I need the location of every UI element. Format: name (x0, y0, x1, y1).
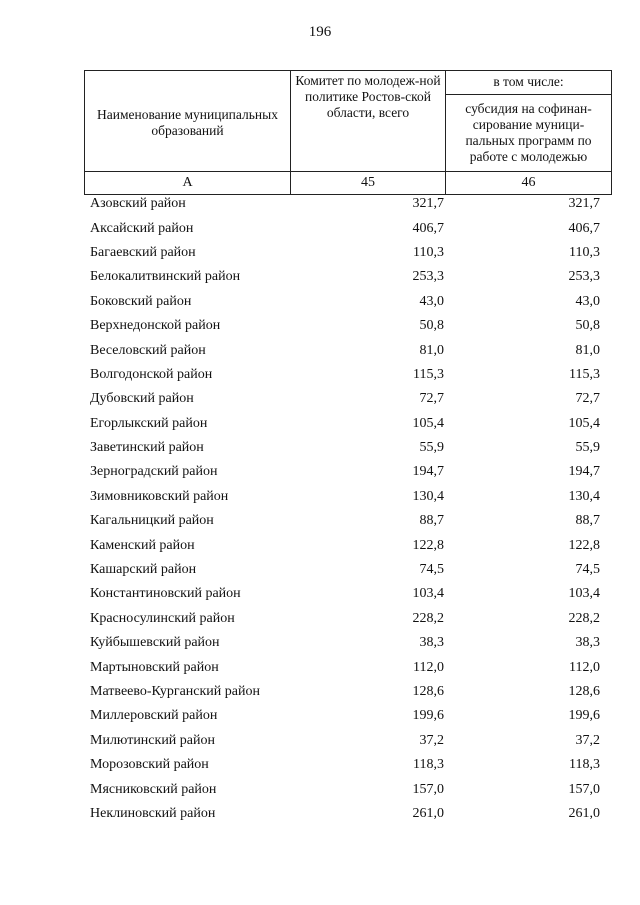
committee-total-cell: 128,6 (412, 684, 444, 699)
municipality-name-cell: Каменский район (90, 537, 195, 553)
table-row (90, 485, 600, 509)
committee-total-cell: 103,4 (412, 586, 444, 602)
table-row (90, 412, 600, 436)
page-number: 196 (308, 24, 332, 40)
committee-total-cell: 199,6 (412, 708, 444, 724)
municipality-name-cell: Зимовниковский район (90, 488, 229, 504)
committee-total-cell: 321,7 (412, 196, 444, 212)
committee-total-cell: 118,3 (413, 757, 444, 773)
municipality-name-cell: Куйбышевский район (90, 635, 220, 651)
municipality-name-cell: Белокалитвинский район (90, 269, 241, 285)
table-row (90, 363, 600, 387)
municipality-name-cell: Дубовский район (90, 391, 194, 407)
table-header (84, 70, 612, 195)
subsidy-cell: 81,0 (575, 342, 600, 358)
table-row (90, 704, 600, 728)
subsidy-cell: 321,7 (568, 196, 600, 212)
committee-total-cell: 74,5 (419, 562, 444, 578)
municipality-name-cell: Кагальницкий район (90, 513, 214, 529)
municipality-name-cell: Матвеево-Курганский район (90, 684, 260, 699)
subsidy-cell: 406,7 (568, 220, 600, 236)
subsidy-cell: 128,6 (568, 684, 600, 699)
subsidy-cell: 122,8 (568, 537, 600, 553)
table-body (90, 192, 600, 826)
table-row (90, 582, 600, 606)
committee-total-cell: 81,0 (419, 342, 444, 358)
table-row (90, 314, 600, 338)
subsidy-cell: 228,2 (568, 610, 600, 626)
table-row (90, 387, 600, 411)
subsidy-cell: 38,3 (575, 635, 600, 651)
table-row (90, 192, 600, 216)
subsidy-cell: 88,7 (575, 513, 600, 529)
header-municipality-name: Наименование муниципальных образований (85, 71, 291, 172)
subsidy-cell: 55,9 (575, 440, 600, 456)
municipality-name-cell: Мартыновский район (90, 659, 219, 675)
committee-total-cell: 406,7 (412, 220, 444, 236)
municipality-name-cell: Азовский район (90, 196, 186, 212)
municipality-name-cell: Заветинский район (90, 440, 204, 456)
municipality-name-cell: Мясниковский район (90, 781, 217, 797)
committee-total-cell: 55,9 (419, 440, 444, 456)
header-code-subsidy: 46 (446, 172, 612, 195)
subsidy-cell: 110,3 (569, 244, 600, 260)
municipality-name-cell: Милютинский район (90, 732, 216, 748)
table-row (90, 631, 600, 655)
municipality-name-cell: Красносулинский район (90, 610, 235, 626)
municipality-name-cell: Боковский район (90, 293, 192, 309)
committee-total-cell: 115,3 (413, 366, 444, 382)
committee-total-cell: 110,3 (413, 244, 444, 260)
subsidy-cell: 103,4 (568, 586, 600, 602)
table-row (90, 753, 600, 777)
committee-total-cell: 112,0 (413, 659, 444, 675)
table-row (90, 607, 600, 631)
municipality-name-cell: Миллеровский район (90, 708, 218, 724)
subsidy-cell: 118,3 (569, 757, 600, 773)
subsidy-cell: 261,0 (568, 805, 600, 821)
subsidy-cell: 50,8 (575, 318, 600, 334)
committee-total-cell: 88,7 (419, 513, 444, 529)
table-row (90, 290, 600, 314)
table-row (90, 802, 600, 826)
committee-total-cell: 253,3 (412, 269, 444, 285)
subsidy-cell: 199,6 (568, 708, 600, 724)
municipality-name-cell: Морозовский район (90, 757, 209, 773)
header-subsidy: субсидия на софинан-сирование муници-пальных программ по работе с молодежью (446, 94, 612, 171)
table-row (90, 509, 600, 533)
subsidy-cell: 43,0 (575, 293, 600, 309)
committee-total-cell: 38,3 (419, 635, 444, 651)
table-row (90, 436, 600, 460)
table-row (90, 533, 600, 557)
committee-total-cell: 50,8 (419, 318, 444, 334)
municipality-name-cell: Багаевский район (90, 244, 196, 260)
committee-total-cell: 122,8 (412, 537, 444, 553)
committee-total-cell: 43,0 (419, 293, 444, 309)
subsidy-cell: 105,4 (568, 415, 600, 431)
subsidy-cell: 130,4 (568, 488, 600, 504)
table-row (90, 655, 600, 679)
header-code-total: 45 (291, 172, 446, 195)
table-row (90, 265, 600, 289)
table-row (90, 338, 600, 362)
table-row (90, 460, 600, 484)
committee-total-cell: 37,2 (419, 732, 444, 748)
table-row (90, 241, 600, 265)
header-including: в том числе: (446, 71, 612, 95)
municipality-name-cell: Зерноградский район (90, 464, 218, 480)
subsidy-cell: 157,0 (568, 781, 600, 797)
subsidy-cell: 112,0 (569, 659, 600, 675)
municipality-name-cell: Верхнедонской район (90, 318, 221, 334)
table-row (90, 558, 600, 582)
municipality-name-cell: Егорлыкский район (90, 415, 208, 431)
table-row (90, 777, 600, 801)
subsidy-cell: 253,3 (568, 269, 600, 285)
committee-total-cell: 261,0 (412, 805, 444, 821)
header-committee-total: Комитет по молодеж-ной политике Ростов-ской области, всего (291, 71, 446, 172)
committee-total-cell: 194,7 (412, 464, 444, 480)
subsidy-cell: 37,2 (575, 732, 600, 748)
committee-total-cell: 105,4 (412, 415, 444, 431)
committee-total-cell: 130,4 (412, 488, 444, 504)
municipality-name-cell: Аксайский район (90, 220, 194, 236)
table-row (90, 729, 600, 753)
municipality-name-cell: Веселовский район (90, 342, 206, 358)
committee-total-cell: 157,0 (412, 781, 444, 797)
committee-total-cell: 72,7 (419, 391, 444, 407)
committee-total-cell: 228,2 (412, 610, 444, 626)
header-code-name: А (85, 172, 291, 195)
municipality-name-cell: Неклиновский район (90, 805, 216, 821)
subsidy-cell: 72,7 (575, 391, 600, 407)
subsidy-cell: 115,3 (569, 366, 600, 382)
table-row (90, 216, 600, 240)
municipality-name-cell: Константиновский район (90, 586, 241, 602)
table-row (90, 680, 600, 704)
municipality-name-cell: Кашарский район (90, 562, 197, 578)
municipality-name-cell: Волгодонской район (90, 366, 213, 382)
subsidy-cell: 74,5 (575, 562, 600, 578)
subsidy-cell: 194,7 (568, 464, 600, 480)
